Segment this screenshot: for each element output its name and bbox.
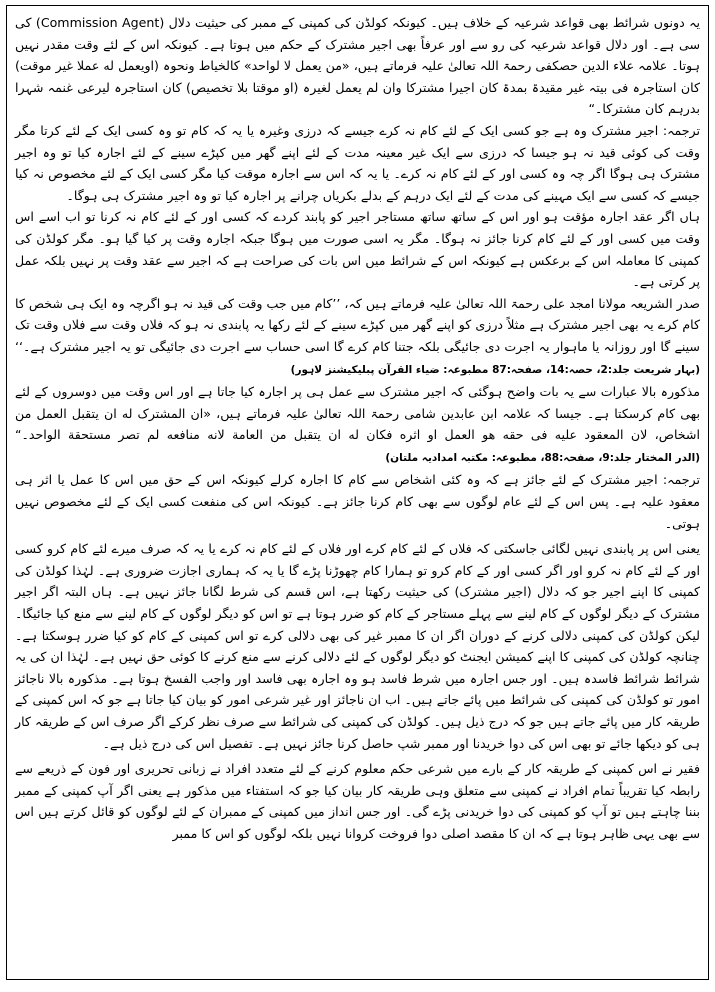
citation-reference: (بہار شریعت جلد:2، حصہ:14، صفحہ:87 مطبوعہ: ضیاء القرآن پبلیکیشنز لاہور) xyxy=(290,363,700,376)
paragraph-text: ہاں اگر عقد اجارہ مؤقت ہو اور اس کے ساتھ ساتھ مستاجر اجیر کو پابند کردے کہ کسی اور کے لئے کام نہ کرنا تو اب اسے اس وقت میں کسی اور کے لئے کام کرنا جائز نہ ہوگا۔ مگر یہ اسی صورت میں ہوگا جبکہ اجارہ وقت پر کیا گیا ہو۔ مگر کولڈن کی کمپنی کا معاملہ اس کے برعکس ہے کیونکہ اس کے شرائط میں اس بات کی صراحت ہے کہ اجیر سے عقد وقت پر نہیں بلکہ عمل پر کرتی ہے۔ xyxy=(15,209,700,290)
paragraph-commission-agent xyxy=(15,12,700,120)
paragraph-translation-shami xyxy=(15,469,700,534)
paragraph-bahar-shariat-quote xyxy=(15,293,700,381)
paragraph-text: ترجمہ: اجیر مشترک کے لئے جائز ہے کہ وہ کئی اشخاص سے کام کا اجارہ کرلے کیونکہ اس کے حق میں اس کا عمل یا اثر ہی معقود علیہ ہے۔ پس اس کے لئے عام لوگوں سے بھی کام کرنا جائز ہے۔ کیونکہ اس کی منفعت کسی ایک کے لئے مخصوص نہیں ہوتی۔ xyxy=(15,472,700,531)
paragraph-muaqqat xyxy=(15,206,700,292)
paragraph-text: یعنی اس پر پابندی نہیں لگائی جاسکتی کہ فلاں کے لئے کام کرے اور فلاں کے لئے کام نہ کرے یا یہ کہ صرف میرے لئے کام کرو کسی اور کے لئے کام نہ کرو اور اگر کسی اور کے کام کرو تو ہمارا کام چھوڑنا پڑے گا یا یہ کہ ہماری اجازت ضروری ہے۔ لہٰذا کولڈن کی کمپنی کا اپنے اجیر جو کہ دلال (اجیر مشترک) کی حیثیت رکھتا ہے، اس قسم کی شرط لگانا جائز نہیں ہے۔ ہاں البتہ اگر اجیر مشترک کے دیگر لوگوں کے کام لینے سے پہلے مستاجر کے کام کو ضرر ہوتا ہے تو اس کو دیگر لوگوں کے کام لینے سے منع کیا جائیگا۔ لیکن کولڈن کی کمپنی دلالی کرنے کے دوران اگر ان کا ممبر غیر کی بھی دلالی کرے تو اس کمپنی کے کام کو کیا ضرر ہوسکتا ہے۔ چنانچہ کولڈن کی کمپنی کا اپنے کمیشن ایجنٹ کو دیگر لوگوں کے لئے دلالی کرنے سے منع کرنے کا کوئی حق نہیں ہے۔ لہٰذا ان کی یہ شرائط شرائط فاسدہ ہیں۔ اور جس اجارہ میں شرط فاسد ہو وہ اجارہ بھی فاسد اور واجب الفسخ ہوتا ہے۔ مذکورہ بالا ناجائز امور تو کولڈن کی کمپنی کی شرائط میں پائے جاتے ہیں۔ اب ان ناجائز اور غیر شرعی امور کو بیان کیا جاتا ہے جو کہ اس کمپنی کے طریقہ کار میں پائے جاتے ہیں جو کہ درج ذیل ہیں۔ کولڈن کی کمپنی کی شرائط سے صرف نظر کرکے اگر صرف اس کے طریقہ کار ہی کو دیکھا جائے تو بھی اس کی دوا خریدنا اور ممبر شپ حاصل کرنا جائز نہیں ہے۔ تفصیل اس کی درج ذیل ہے۔ xyxy=(15,541,700,751)
paragraph-text: فقیر نے اس کمپنی کے طریقہ کار کے بارے میں شرعی حکم معلوم کرنے کے لئے متعدد افراد نے زبانی تحریری اور فون کے ذریعے سے رابطہ کیا تقریباً تمام افراد نے کمپنی سے متعلق وہی طریقہ کار بیان کیا جو کہ استفتاء میں مذکور ہے یعنی اگر آپ کمپنی کے ممبر بننا چاہتے ہیں تو آپ کو کمپنی کی دوا خریدنی پڑے گی۔ اور جس انداز میں کمپنی کے ممبران کے لئے لوگوں کو قائل کرتے ہیں اس سے بھی یہی ظاہر ہوتا ہے کہ ان کا مقصد اصلی دوا فروخت کروانا نہیں بلکہ لوگوں کو اس کا ممبر xyxy=(15,761,700,841)
paragraph-company-method xyxy=(15,758,700,844)
document-page xyxy=(6,5,709,980)
paragraph-text: مذکورہ بالا عبارات سے یہ بات واضح ہوگئی کہ اجیر مشترک سے عمل ہی پر اجارہ کیا جاتا ہے اور اس وقت میں دوسروں کے لئے بھی کام کرسکتا ہے۔ جیسا کہ علامہ ابن عابدین شامی رحمۃ اللہ تعالیٰ علیہ فرماتے ہیں، «ان المشترک له ان یتقبل العمل من اشخاص، لان المعقود علیه فی حقه هو العمل او اثره فکان له ان یتقبل من العامة لانه منافعه لم تصر مستحقة الواحد۔“ xyxy=(15,384,700,443)
paragraph-text: صدر الشریعہ مولانا امجد علی رحمۃ اللہ تعالیٰ علیہ فرماتے ہیں کہ، ’’کام میں جب وقت کی قید نہ ہو اگرچہ وہ ایک ہی شخص کا کام کرے یہ بھی اجیر مشترک ہے مثلاً درزی کو اپنے گھر میں کپڑے سینے کے لئے رکھا یہ پابندی نہ ہو کہ فلاں وقت سے فلاں وقت تک سینے گا اور روزانہ یا ماہوار یہ اجرت دی جائیگی بلکہ جتنا کام کرے گا اسی حساب سے اجرت دی جائیگی تو یہ اجیر مشترک ہے۔‘‘ xyxy=(15,295,700,354)
citation-reference: (الدر المختار جلد:9، صفحہ:88، مطبوعہ: مکتبہ امدادیہ ملتان) xyxy=(385,451,700,464)
paragraph-conditions-invalid xyxy=(15,538,700,754)
paragraph-text: ترجمہ: اجیر مشترک وہ ہے جو کسی ایک کے لئے کام نہ کرے جیسے کہ درزی وغیرہ یا یہ کہ کام تو وہ کسی ایک کے لئے کرتا مگر وقت کی کوئی قید نہ ہو جیسا کہ درزی سے ایک غیر معینہ مدت کے لئے اپنے گھر میں کپڑے سینے کے لئے اجارہ کیا تو وہ اجیر مشترک ہی ہوگا اگر چہ وہ کسی اور کے لئے کام نہ کرے۔ یا یہ کہ اس سے اجارہ موقت کیا مگر کسی ایک کے لئے مخصوص نہ کیا جیسے کہ کسی سے ایک مہینے کی مدت کے لئے ایک درہم کے بدلے بکریاں چرانے پر اجارہ کیا تو وہ اجیر مشترک ہی ہوگا۔ xyxy=(15,122,700,203)
paragraph-translation-ajeer xyxy=(15,120,700,206)
paragraph-shami-quote xyxy=(15,381,700,469)
paragraph-text: یہ دونوں شرائط بھی قواعد شرعیہ کے خلاف ہیں۔ کیونکہ کولڈن کی کمپنی کے ممبر کی حیثیت دلال (Commission Agent) کی سی ہے۔ اور دلال قواعد شرعیہ کی رو سے اور عرفاً بھی اجیر مشترک کے حکم میں ہوتا ہے۔ کیونکہ اس کے لئے وقت مقدر نہیں ہوتا۔ علامہ علاء الدین حصکفی رحمۃ اللہ تعالیٰ علیہ فرماتے ہیں، «من یعمل لا لواحد» کالخیاط ونحوہ (اویعمل له عملا غیر موقت) کان استاجرہ فی بیتہ غیر مقیدۃ بمدۃ کان اجیرا مشترکا وان لم یعمل لغیرہ (او موقتا بلا تخصیص) کان استاجرہ لیرعی غنمہ شہرا بدرہم کان مشترکا۔“ xyxy=(15,15,700,117)
